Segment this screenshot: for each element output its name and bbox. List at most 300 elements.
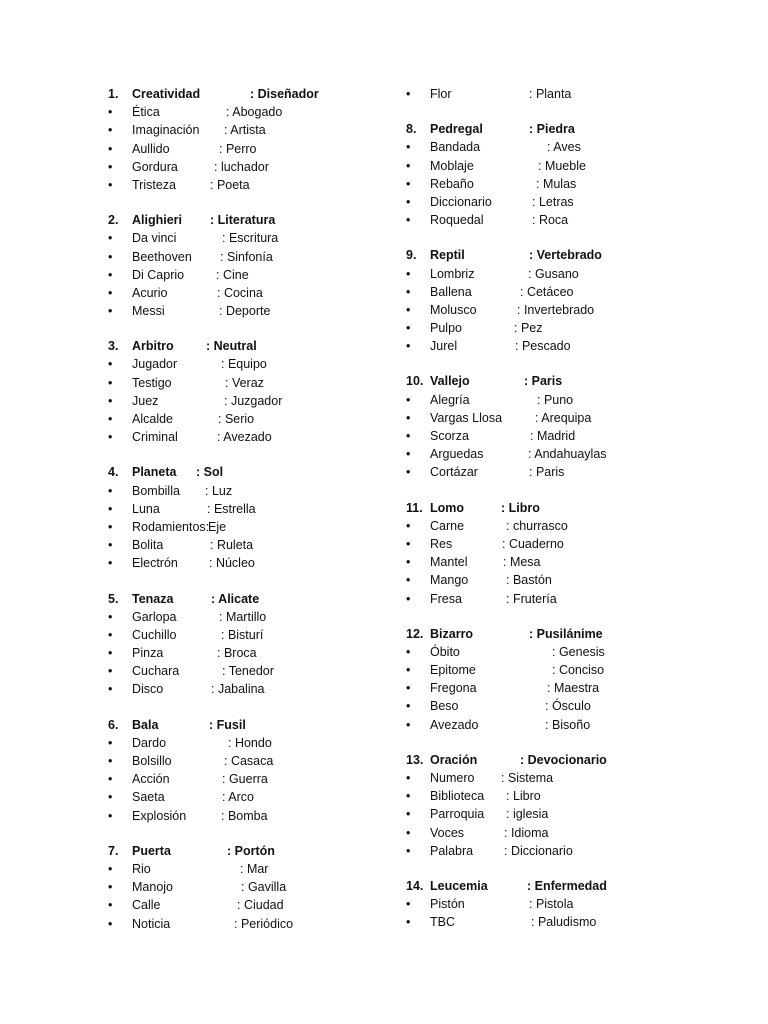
- analogy-item: [108, 788, 398, 806]
- analogy-item: [406, 571, 726, 589]
- analogy-item: [108, 248, 398, 266]
- analogy-term: Manojo: [132, 880, 173, 895]
- analogy-item: [108, 302, 398, 320]
- bullet-icon: •: [108, 916, 113, 931]
- analogy-item: [406, 643, 726, 661]
- spacer: [406, 482, 726, 499]
- bullet-icon: •: [406, 644, 411, 659]
- analogy-value: : Bastón: [506, 573, 552, 588]
- analogy-value: : Pescado: [515, 339, 571, 354]
- item-number: 1.: [108, 87, 119, 101]
- analogy-heading: [108, 85, 398, 103]
- bullet-icon: •: [406, 771, 411, 785]
- analogy-value: : Arco: [222, 790, 254, 805]
- analogy-value: : Cocina: [217, 285, 263, 300]
- analogy-item: [108, 626, 398, 644]
- analogy-value: : Pusilánime: [529, 626, 603, 641]
- analogy-item: [108, 482, 398, 500]
- analogy-item: [406, 265, 726, 283]
- analogy-term: Juez: [132, 393, 159, 408]
- analogy-value: : Sol: [196, 465, 224, 480]
- bullet-icon: •: [108, 501, 113, 516]
- item-number: 14.: [406, 878, 424, 893]
- analogy-term: Criminal: [132, 430, 178, 445]
- analogy-term: Jurel: [430, 339, 458, 354]
- spacer: [108, 699, 398, 716]
- analogy-term: Bombilla: [132, 483, 180, 498]
- analogy-item: [108, 878, 398, 896]
- analogy-item: [108, 176, 398, 194]
- analogy-value: Eje: [208, 519, 227, 534]
- analogy-term: Pistón: [430, 897, 465, 912]
- analogy-term: Garlopa: [132, 609, 177, 624]
- analogy-term: Alcalde: [132, 412, 173, 426]
- analogy-term: Luna: [132, 501, 160, 516]
- analogy-value: : Paris: [529, 465, 565, 480]
- item-number: 2.: [108, 213, 119, 228]
- spacer: [406, 355, 726, 372]
- analogy-term: Óbito: [430, 644, 460, 659]
- item-number: 6.: [108, 717, 119, 732]
- analogy-term: Fregona: [430, 681, 477, 696]
- analogy-value: : Literatura: [210, 213, 276, 228]
- analogy-item: [406, 445, 726, 463]
- analogy-item: [406, 590, 726, 608]
- bullet-icon: •: [406, 321, 411, 336]
- bullet-icon: •: [108, 357, 113, 372]
- bullet-icon: •: [406, 392, 411, 407]
- bullet-icon: •: [108, 682, 113, 697]
- analogy-value: : Cine: [216, 267, 249, 282]
- analogy-value: : Libro: [506, 789, 541, 804]
- bullet-icon: •: [108, 538, 113, 553]
- analogy-value: : Periódico: [234, 916, 294, 931]
- analogy-term: Da vinci: [132, 231, 177, 246]
- right-column: [406, 85, 726, 932]
- analogy-term: Lombriz: [430, 266, 475, 281]
- analogy-value: : Bomba: [221, 808, 268, 823]
- analogy-value: : Casaca: [224, 754, 274, 768]
- analogy-term: Noticia: [132, 916, 171, 931]
- bullet-icon: •: [406, 176, 411, 191]
- analogy-item: [108, 103, 398, 121]
- analogy-item: [406, 391, 726, 409]
- analogy-value: : Serio: [218, 412, 255, 426]
- analogy-value: : Cetáceo: [520, 284, 574, 299]
- analogy-term: Alighieri: [132, 213, 183, 228]
- bullet-icon: •: [406, 410, 411, 425]
- analogy-value: : Artista: [224, 123, 266, 138]
- analogy-term: Leucemia: [430, 878, 488, 893]
- analogy-item: [406, 175, 726, 193]
- analogy-heading: [406, 246, 726, 264]
- analogy-value: : Veraz: [225, 375, 264, 390]
- analogy-value: : Poeta: [210, 177, 250, 192]
- analogy-value: : Jabalina: [211, 682, 265, 697]
- analogy-value: : Deporte: [219, 304, 271, 319]
- analogy-heading: [406, 751, 726, 769]
- spacer: [108, 320, 398, 337]
- analogy-value: : Maestra: [547, 681, 600, 696]
- spacer: [108, 194, 398, 211]
- analogy-term: Roquedal: [430, 213, 484, 228]
- analogy-item: [108, 140, 398, 158]
- analogy-value: : luchador: [214, 159, 269, 174]
- analogy-value: : Portón: [227, 843, 275, 858]
- analogy-term: Oración: [430, 752, 478, 767]
- analogy-term: Cuchillo: [132, 627, 177, 642]
- analogy-value: : Arequipa: [535, 410, 592, 425]
- bullet-icon: •: [108, 790, 113, 805]
- analogy-value: : Cuaderno: [502, 536, 564, 551]
- analogy-term: Jugador: [132, 357, 178, 372]
- analogy-value: : Luz: [205, 483, 233, 498]
- analogy-term: Imaginación: [132, 123, 200, 138]
- analogy-term: Bolita: [132, 538, 164, 553]
- analogy-term: Vallejo: [430, 374, 470, 389]
- analogy-item: [406, 138, 726, 156]
- analogy-value: : Broca: [217, 646, 257, 661]
- analogy-item: [108, 428, 398, 446]
- analogy-term: Explosión: [132, 808, 187, 823]
- bullet-icon: •: [108, 231, 113, 246]
- analogy-value: : Bisturí: [221, 627, 264, 642]
- analogy-item: [406, 283, 726, 301]
- analogy-value: : Mueble: [538, 158, 586, 173]
- analogy-item: [108, 355, 398, 373]
- bullet-icon: •: [406, 573, 411, 588]
- item-number: 3.: [108, 339, 119, 354]
- analogy-term: Parroquia: [430, 807, 485, 822]
- analogy-value: : Sinfonía: [220, 249, 273, 264]
- bullet-icon: •: [406, 681, 411, 696]
- analogy-term: Gordura: [132, 159, 178, 174]
- left-column: [108, 85, 398, 933]
- analogy-value: : Vertebrado: [529, 248, 602, 263]
- analogy-item: [108, 158, 398, 176]
- analogy-term: Avezado: [430, 717, 479, 732]
- analogy-item: [108, 770, 398, 788]
- analogy-heading: [108, 590, 398, 608]
- analogy-value: : Piedra: [529, 122, 575, 137]
- bullet-icon: •: [108, 519, 113, 534]
- analogy-item: [406, 913, 726, 931]
- analogy-item: [406, 193, 726, 211]
- bullet-icon: •: [108, 412, 113, 426]
- analogy-value: : Frutería: [506, 591, 557, 606]
- analogy-item: [108, 374, 398, 392]
- analogy-value: : Paris: [524, 374, 563, 389]
- analogy-item: [108, 536, 398, 554]
- analogy-term: Calle: [132, 898, 161, 913]
- bullet-icon: •: [406, 140, 411, 155]
- analogy-term: Ética: [132, 105, 160, 120]
- analogy-value: : Pistola: [529, 897, 574, 912]
- analogy-heading: [406, 120, 726, 138]
- analogy-term: Disco: [132, 682, 164, 697]
- analogy-term: Palabra: [430, 843, 474, 858]
- analogy-value: : Perro: [219, 141, 257, 156]
- analogy-value: : Diseñador: [250, 87, 319, 101]
- analogy-item: [406, 697, 726, 715]
- analogy-item: [108, 915, 398, 933]
- analogy-term: Testigo: [132, 375, 172, 390]
- bullet-icon: •: [406, 266, 411, 281]
- analogy-item: [406, 787, 726, 805]
- analogy-value: : Gusano: [528, 266, 579, 281]
- bullet-icon: •: [108, 141, 113, 156]
- analogy-item: [108, 284, 398, 302]
- analogy-term: Fresa: [430, 591, 462, 606]
- analogy-item: [406, 769, 726, 787]
- analogy-item: [406, 842, 726, 860]
- bullet-icon: •: [108, 609, 113, 624]
- analogy-item: [108, 410, 398, 428]
- analogy-value: : Pez: [514, 321, 543, 336]
- bullet-icon: •: [108, 159, 113, 174]
- analogy-value: : Ósculo: [545, 699, 591, 714]
- analogy-value: : Escritura: [222, 231, 279, 246]
- analogy-value: : Guerra: [222, 772, 268, 787]
- bullet-icon: •: [108, 483, 113, 498]
- bullet-icon: •: [108, 772, 113, 787]
- analogy-item: [406, 553, 726, 571]
- analogy-term: Diccionario: [430, 194, 492, 209]
- bullet-icon: •: [406, 158, 411, 173]
- bullet-icon: •: [108, 556, 113, 571]
- analogy-item: [406, 211, 726, 229]
- analogy-value: : Libro: [501, 500, 540, 515]
- analogy-value: : Ciudad: [237, 898, 284, 913]
- analogy-term: Dardo: [132, 735, 167, 750]
- analogy-value: : Ruleta: [210, 538, 254, 553]
- bullet-icon: •: [108, 646, 113, 661]
- bullet-icon: •: [406, 915, 411, 930]
- bullet-icon: •: [406, 87, 411, 101]
- analogy-item: [406, 679, 726, 697]
- analogy-value: : Bisoño: [545, 717, 591, 732]
- analogy-item: [406, 319, 726, 337]
- analogy-value: : Madrid: [530, 429, 576, 443]
- bullet-icon: •: [108, 393, 113, 408]
- analogy-term: Tenaza: [132, 591, 174, 606]
- analogy-item: [108, 608, 398, 626]
- spacer: [406, 734, 726, 751]
- bullet-icon: •: [108, 880, 113, 895]
- analogy-item: [108, 662, 398, 680]
- analogy-term: Lomo: [430, 500, 465, 515]
- analogy-item: [108, 896, 398, 914]
- analogy-item: [406, 427, 726, 445]
- analogy-item: [108, 500, 398, 518]
- analogy-value: : Diccionario: [504, 843, 573, 858]
- analogy-term: Beso: [430, 699, 459, 714]
- item-number: 11.: [406, 500, 423, 515]
- analogy-term: Bandada: [430, 140, 481, 155]
- spacer: [406, 608, 726, 625]
- analogy-value: : Conciso: [552, 663, 605, 678]
- bullet-icon: •: [406, 807, 411, 822]
- analogy-item: [108, 807, 398, 825]
- analogy-term: Vargas Llosa: [430, 410, 503, 425]
- analogy-value: : Letras: [532, 194, 574, 209]
- bullet-icon: •: [406, 555, 411, 570]
- analogy-heading: [108, 716, 398, 734]
- analogy-value: : Juzgador: [224, 393, 283, 408]
- analogy-term: Tristeza: [132, 177, 176, 192]
- bullet-icon: •: [406, 284, 411, 299]
- bullet-icon: •: [406, 429, 411, 443]
- bullet-icon: •: [406, 843, 411, 858]
- bullet-icon: •: [108, 177, 113, 192]
- analogy-term: Rio: [132, 861, 151, 876]
- analogy-item: [406, 409, 726, 427]
- item-number: 9.: [406, 248, 417, 263]
- analogy-item: [406, 805, 726, 823]
- item-number: 7.: [108, 843, 119, 858]
- analogy-value: : Abogado: [226, 105, 283, 120]
- bullet-icon: •: [108, 664, 113, 679]
- analogy-value: : Genesis: [552, 644, 605, 659]
- analogy-item: [108, 860, 398, 878]
- analogy-value: : Roca: [532, 213, 569, 228]
- analogy-value: : Martillo: [219, 609, 267, 624]
- analogy-value: : Gavilla: [241, 880, 287, 895]
- analogy-value: : Devocionario: [520, 752, 607, 767]
- analogy-term: Res: [430, 536, 453, 551]
- analogy-item: [108, 229, 398, 247]
- bullet-icon: •: [108, 304, 113, 319]
- analogy-term: Pinza: [132, 646, 164, 661]
- analogy-term: Creatividad: [132, 87, 201, 101]
- analogy-item: [406, 301, 726, 319]
- analogy-term: Bala: [132, 717, 159, 732]
- analogy-value: : Estrella: [207, 501, 256, 516]
- analogy-term: Biblioteca: [430, 789, 485, 804]
- analogy-value: : Hondo: [228, 735, 272, 750]
- analogy-term: Molusco: [430, 302, 477, 317]
- bullet-icon: •: [406, 789, 411, 804]
- analogy-term: Flor: [430, 87, 452, 101]
- analogy-item: [406, 895, 726, 913]
- analogy-item: [108, 121, 398, 139]
- analogy-term: Electrón: [132, 556, 178, 571]
- bullet-icon: •: [406, 699, 411, 714]
- analogy-value: : Idioma: [504, 825, 549, 840]
- analogy-heading: [108, 337, 398, 355]
- bullet-icon: •: [108, 123, 113, 138]
- bullet-icon: •: [406, 897, 411, 912]
- analogy-term: Cuchara: [132, 664, 180, 679]
- analogy-item: [406, 661, 726, 679]
- analogy-item: [406, 337, 726, 355]
- analogy-value: : Fusil: [209, 717, 246, 732]
- analogy-term: Rodamientos:: [132, 519, 210, 534]
- bullet-icon: •: [108, 861, 113, 876]
- bullet-icon: •: [406, 518, 411, 533]
- analogy-item: [406, 716, 726, 734]
- analogy-term: Saeta: [132, 790, 165, 805]
- analogy-item: [406, 535, 726, 553]
- bullet-icon: •: [406, 213, 411, 228]
- bullet-icon: •: [406, 194, 411, 209]
- analogy-heading: [108, 842, 398, 860]
- analogy-term: Voces: [430, 825, 465, 840]
- analogy-term: Pulpo: [430, 321, 462, 336]
- bullet-icon: •: [108, 898, 113, 913]
- item-number: 5.: [108, 591, 119, 606]
- spacer: [406, 860, 726, 877]
- analogy-heading: [406, 372, 726, 390]
- bullet-icon: •: [108, 105, 113, 120]
- item-number: 12.: [406, 626, 424, 641]
- analogy-value: : Enfermedad: [527, 878, 607, 893]
- analogy-item: [108, 752, 398, 770]
- bullet-icon: •: [406, 339, 411, 354]
- bullet-icon: •: [406, 465, 411, 480]
- analogy-value: : Andahuaylas: [528, 447, 607, 462]
- bullet-icon: •: [406, 663, 411, 678]
- analogy-item: [406, 517, 726, 535]
- analogy-term: Scorza: [430, 429, 469, 443]
- analogy-value: : Planta: [529, 87, 572, 101]
- bullet-icon: •: [108, 430, 113, 445]
- spacer: [108, 573, 398, 590]
- bullet-icon: •: [406, 536, 411, 551]
- analogy-term: Planeta: [132, 465, 177, 480]
- analogy-item: [406, 85, 726, 103]
- item-number: 4.: [108, 465, 119, 480]
- analogy-term: Ballena: [430, 284, 472, 299]
- analogy-term: Numero: [430, 771, 475, 785]
- bullet-icon: •: [108, 808, 113, 823]
- analogy-term: Mantel: [430, 555, 468, 570]
- analogy-value: : Equipo: [221, 357, 267, 372]
- analogy-term: Bizarro: [430, 626, 474, 641]
- bullet-icon: •: [406, 717, 411, 732]
- analogy-value: : Mar: [240, 861, 269, 876]
- analogy-value: : Alicate: [211, 591, 260, 606]
- analogy-term: Aullido: [132, 141, 170, 156]
- analogy-term: Arguedas: [430, 447, 484, 462]
- bullet-icon: •: [406, 302, 411, 317]
- analogy-term: Arbitro: [132, 339, 174, 354]
- analogy-term: Messi: [132, 304, 165, 319]
- analogy-term: Mango: [430, 573, 469, 588]
- analogy-value: : Aves: [547, 140, 581, 155]
- analogy-term: Rebaño: [430, 176, 474, 191]
- analogy-term: TBC: [430, 915, 455, 930]
- analogy-term: Di Caprio: [132, 267, 185, 282]
- bullet-icon: •: [108, 375, 113, 390]
- item-number: 10.: [406, 374, 424, 389]
- analogy-term: Alegría: [430, 392, 470, 407]
- analogy-term: Acurio: [132, 285, 168, 300]
- analogy-value: : iglesia: [506, 807, 549, 822]
- bullet-icon: •: [108, 735, 113, 750]
- analogy-term: Moblaje: [430, 158, 474, 173]
- analogy-item: [108, 644, 398, 662]
- analogy-item: [406, 463, 726, 481]
- bullet-icon: •: [406, 447, 411, 462]
- analogy-heading: [108, 463, 398, 481]
- bullet-icon: •: [108, 267, 113, 282]
- analogy-item: [108, 680, 398, 698]
- analogy-item: [108, 518, 398, 536]
- bullet-icon: •: [406, 591, 411, 606]
- analogy-value: : Invertebrado: [517, 302, 595, 317]
- analogy-heading: [406, 877, 726, 895]
